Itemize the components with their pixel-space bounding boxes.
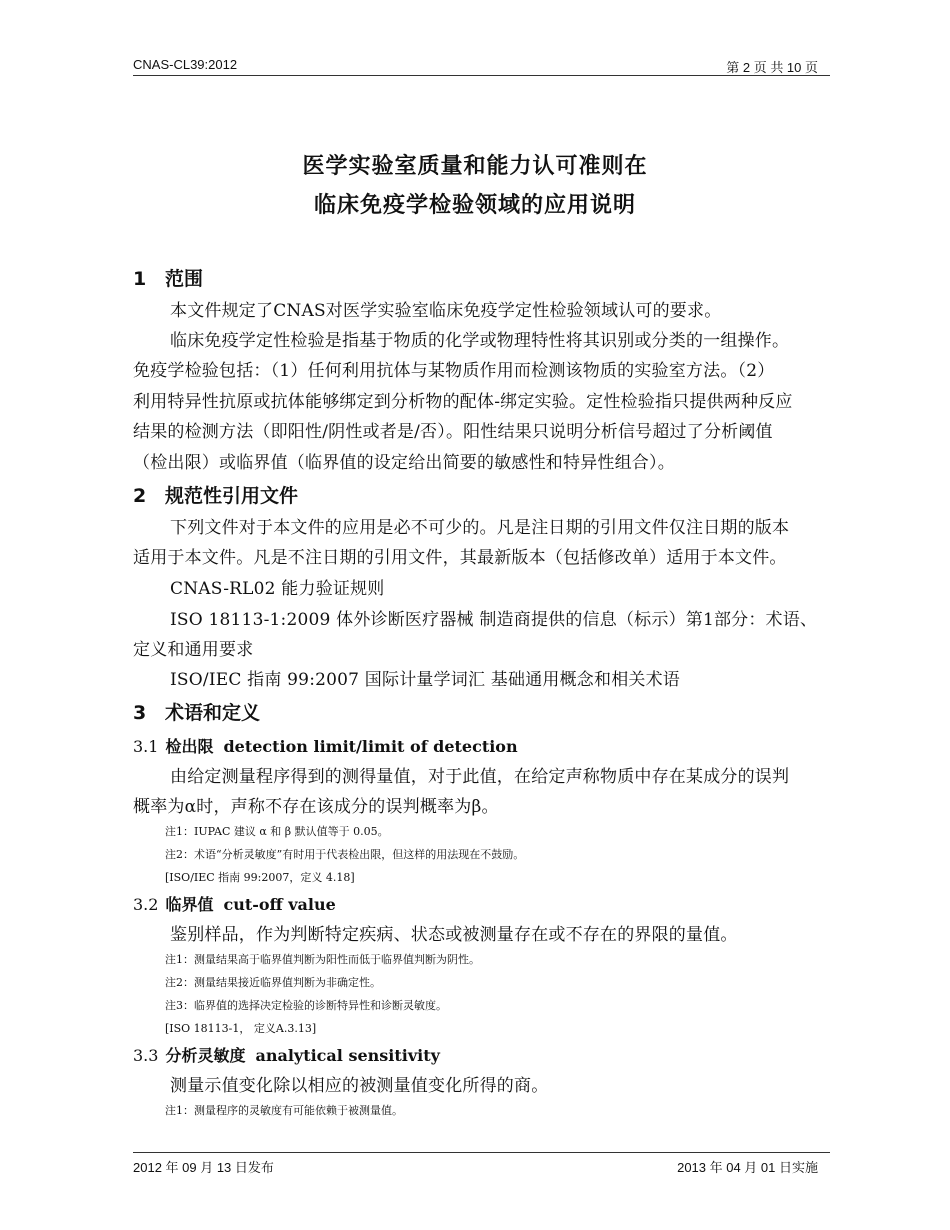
page-footer <box>133 1152 830 1176</box>
section-number: 1 <box>133 268 147 290</box>
note-line: 注3：临界值的选择决定检验的诊断特异性和诊断灵敏度。 <box>165 999 447 1012</box>
term-heading-analytical-sensitivity <box>133 1043 440 1066</box>
term-chinese: 分析灵敏度 <box>165 1046 246 1065</box>
effective-date: 2013 年 04 月 01 日实施 <box>677 1160 818 1175</box>
paragraph-line: 本文件规定了CNAS对医学实验室临床免疫学定性检验领域认可的要求。 <box>170 301 722 321</box>
note-line: 注2：测量结果接近临界值判断为非确定性。 <box>165 976 381 989</box>
term-number: 3.3 <box>133 1046 159 1065</box>
source-citation: [ISO/IEC 指南 99:2007，定义 4.18] <box>165 871 355 884</box>
paragraph-line: 适用于本文件。凡是不注日期的引用文件，其最新版本（包括修改单）适用于本文件。 <box>133 548 787 568</box>
reference-item: ISO/IEC 指南 99:2007 国际计量学词汇 基础通用概念和相关术语 <box>170 670 680 690</box>
term-heading-cutoff-value <box>133 892 336 915</box>
issue-date: 2012 年 09 月 13 日发布 <box>133 1160 274 1175</box>
paragraph-line: 结果的检测方法（即阳性/阴性或者是/否）。阳性结果只说明分析信号超过了分析阈值 <box>133 422 773 442</box>
definition-line: 鉴别样品，作为判断特定疾病、状态或被测量存在或不存在的界限的量值。 <box>170 925 738 945</box>
section-number: 3 <box>133 702 147 724</box>
section-title: 术语和定义 <box>165 702 261 724</box>
paragraph-line: 免疫学检验包括：（1）任何利用抗体与某物质作用而检测该物质的实验室方法。（2） <box>133 361 775 381</box>
note-line: 注2：术语“分析灵敏度”有时用于代表检出限，但这样的用法现在不鼓励。 <box>165 848 525 861</box>
paragraph-line: （检出限）或临界值（临界值的设定给出简要的敏感性和特异性组合）。 <box>133 453 675 473</box>
paragraph-line: 临床免疫学定性检验是指基于物质的化学或物理特性将其识别或分类的一组操作。 <box>170 331 790 351</box>
definition-line: 概率为α时，声称不存在该成分的误判概率为β。 <box>133 797 499 817</box>
term-english: cut-off value <box>223 895 336 914</box>
section-title: 范围 <box>165 268 204 290</box>
section-title: 规范性引用文件 <box>165 485 299 507</box>
paragraph-line: 利用特异性抗原或抗体能够绑定到分析物的配体-绑定实验。定性检验指只提供两种反应 <box>133 392 793 412</box>
page-number: 第 2 页 共 10 页 <box>726 60 818 75</box>
term-heading-detection-limit <box>133 734 518 757</box>
section-heading-normative-references <box>133 481 298 508</box>
source-citation: [ISO 18113-1， 定义A.3.13] <box>165 1022 317 1035</box>
definition-line: 测量示值变化除以相应的被测量值变化所得的商。 <box>170 1076 549 1096</box>
section-heading-scope <box>133 264 203 291</box>
reference-item: CNAS-RL02 能力验证规则 <box>170 579 385 599</box>
document-title-line-1: 医学实验室质量和能力认可准则在 <box>302 154 648 179</box>
reference-item-continuation: 定义和通用要求 <box>133 640 254 660</box>
paragraph-line: 下列文件对于本文件的应用是必不可少的。凡是注日期的引用文件仅注日期的版本 <box>170 518 790 538</box>
section-heading-terms-definitions <box>133 698 260 725</box>
term-english: detection limit/limit of detection <box>223 737 518 756</box>
term-chinese: 检出限 <box>165 737 214 756</box>
page-header <box>133 57 830 76</box>
term-chinese: 临界值 <box>165 895 214 914</box>
note-line: 注1：IUPAC 建议 α 和 β 默认值等于 0.05。 <box>165 825 389 838</box>
reference-item: ISO 18113-1:2009 体外诊断医疗器械 制造商提供的信息（标示）第1部分：术语、 <box>170 610 818 630</box>
term-number: 3.2 <box>133 895 159 914</box>
definition-line: 由给定测量程序得到的测得量值，对于此值，在给定声称物质中存在某成分的误判 <box>170 767 790 787</box>
term-english: analytical sensitivity <box>255 1046 440 1065</box>
note-line: 注1：测量结果高于临界值判断为阳性而低于临界值判断为阴性。 <box>165 953 480 966</box>
document-title-line-2: 临床免疫学检验领域的应用说明 <box>313 193 636 218</box>
section-number: 2 <box>133 485 147 507</box>
document-code: CNAS-CL39:2012 <box>133 57 238 72</box>
note-line: 注1：测量程序的灵敏度有可能依赖于被测量值。 <box>165 1104 403 1117</box>
term-number: 3.1 <box>133 737 159 756</box>
